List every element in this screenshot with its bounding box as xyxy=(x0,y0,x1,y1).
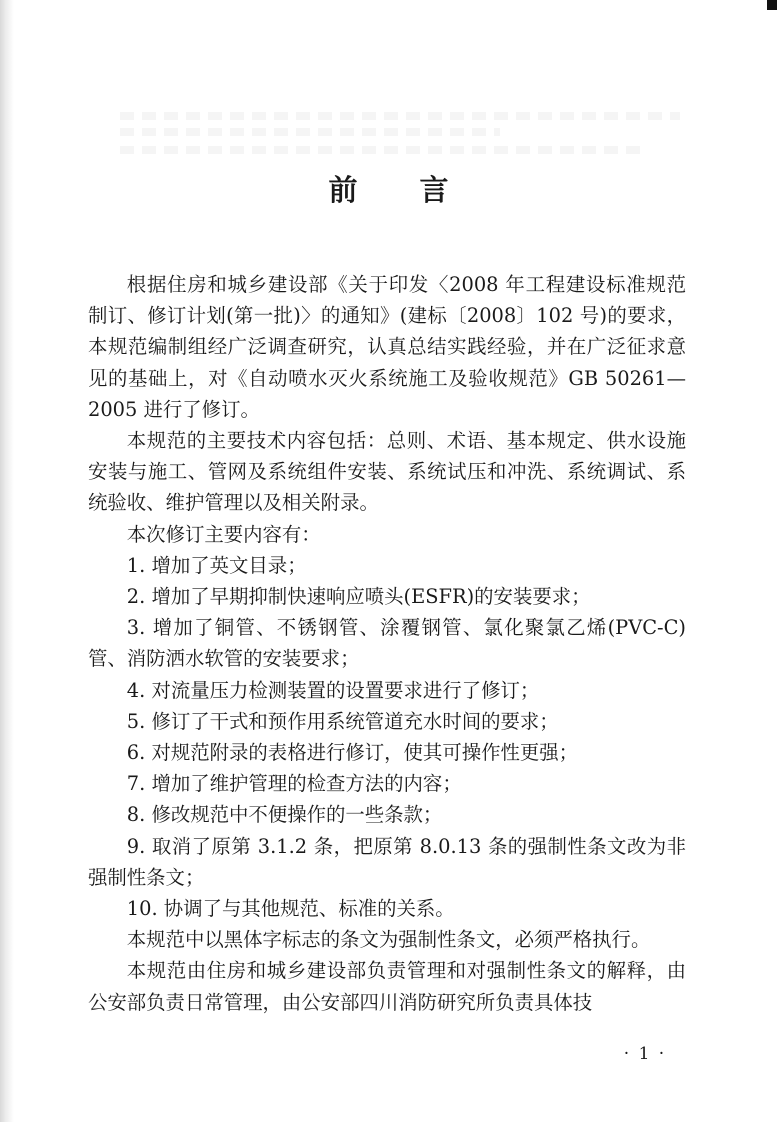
revision-item-9: 9. 取消了原第 3.1.2 条，把原第 8.0.13 条的强制性条文改为非强制性条文； xyxy=(88,834,686,889)
bleed-through-line xyxy=(120,128,500,136)
title-char-2: 言 xyxy=(419,173,449,207)
preface-body xyxy=(88,269,686,1018)
revision-item-8: 8. 修改规范中不便操作的一些条款； xyxy=(126,803,443,827)
revision-item-7: 7. 增加了维护管理的检查方法的内容； xyxy=(126,772,462,796)
page-number: · 1 · xyxy=(623,1044,667,1064)
scan-corner-mark xyxy=(767,0,777,10)
title-char-1: 前 xyxy=(328,173,358,207)
revision-item-5: 5. 修订了干式和预作用系统管道充水时间的要求； xyxy=(126,709,559,733)
page-title xyxy=(0,168,777,212)
revision-item-6: 6. 对规范附录的表格进行修订，使其可操作性更强； xyxy=(126,741,579,765)
revision-item-3: 3. 增加了铜管、不锈钢管、涂覆钢管、氯化聚氯乙烯(PVC-C)管、消防洒水软管的安装要求； xyxy=(88,616,686,671)
paragraph-mandatory-clauses: 本规范中以黑体字标志的条文为强制性条文，必须严格执行。 xyxy=(126,928,651,952)
paragraph-revision-intro: 本次修订主要内容有： xyxy=(126,522,321,546)
paragraph-management: 本规范由住房和城乡建设部负责管理和对强制性条文的解释，由公安部负责日常管理，由公安部四川消防研究所负责具体技 xyxy=(88,959,686,1014)
bleed-through-line xyxy=(120,146,640,154)
revision-item-1: 1. 增加了英文目录； xyxy=(126,553,307,577)
paragraph-main-content: 本规范的主要技术内容包括：总则、术语、基本规定、供水设施安装与施工、管网及系统组件安装、系统试压和冲洗、系统调试、系统验收、维护管理以及相关附录。 xyxy=(88,429,686,515)
revision-item-10: 10. 协调了与其他规范、标准的关系。 xyxy=(126,897,455,921)
bleed-through-line xyxy=(120,112,680,120)
revision-item-4: 4. 对流量压力检测装置的设置要求进行了修订； xyxy=(126,678,540,702)
paragraph-basis: 根据住房和城乡建设部《关于印发〈2008 年工程建设标准规范制订、修订计划(第一批)〉的通知》(建标〔2008〕102 号)的要求，本规范编制组经广泛调查研究，认真总结实践经验，并在广泛征求意见的基础上，对《自动喷水灭火系统施工及验收规范》GB 50261—2005 进行了修订。 xyxy=(88,273,686,421)
revision-item-2: 2. 增加了早期抑制快速响应喷头(ESFR)的安装要求； xyxy=(126,585,591,609)
